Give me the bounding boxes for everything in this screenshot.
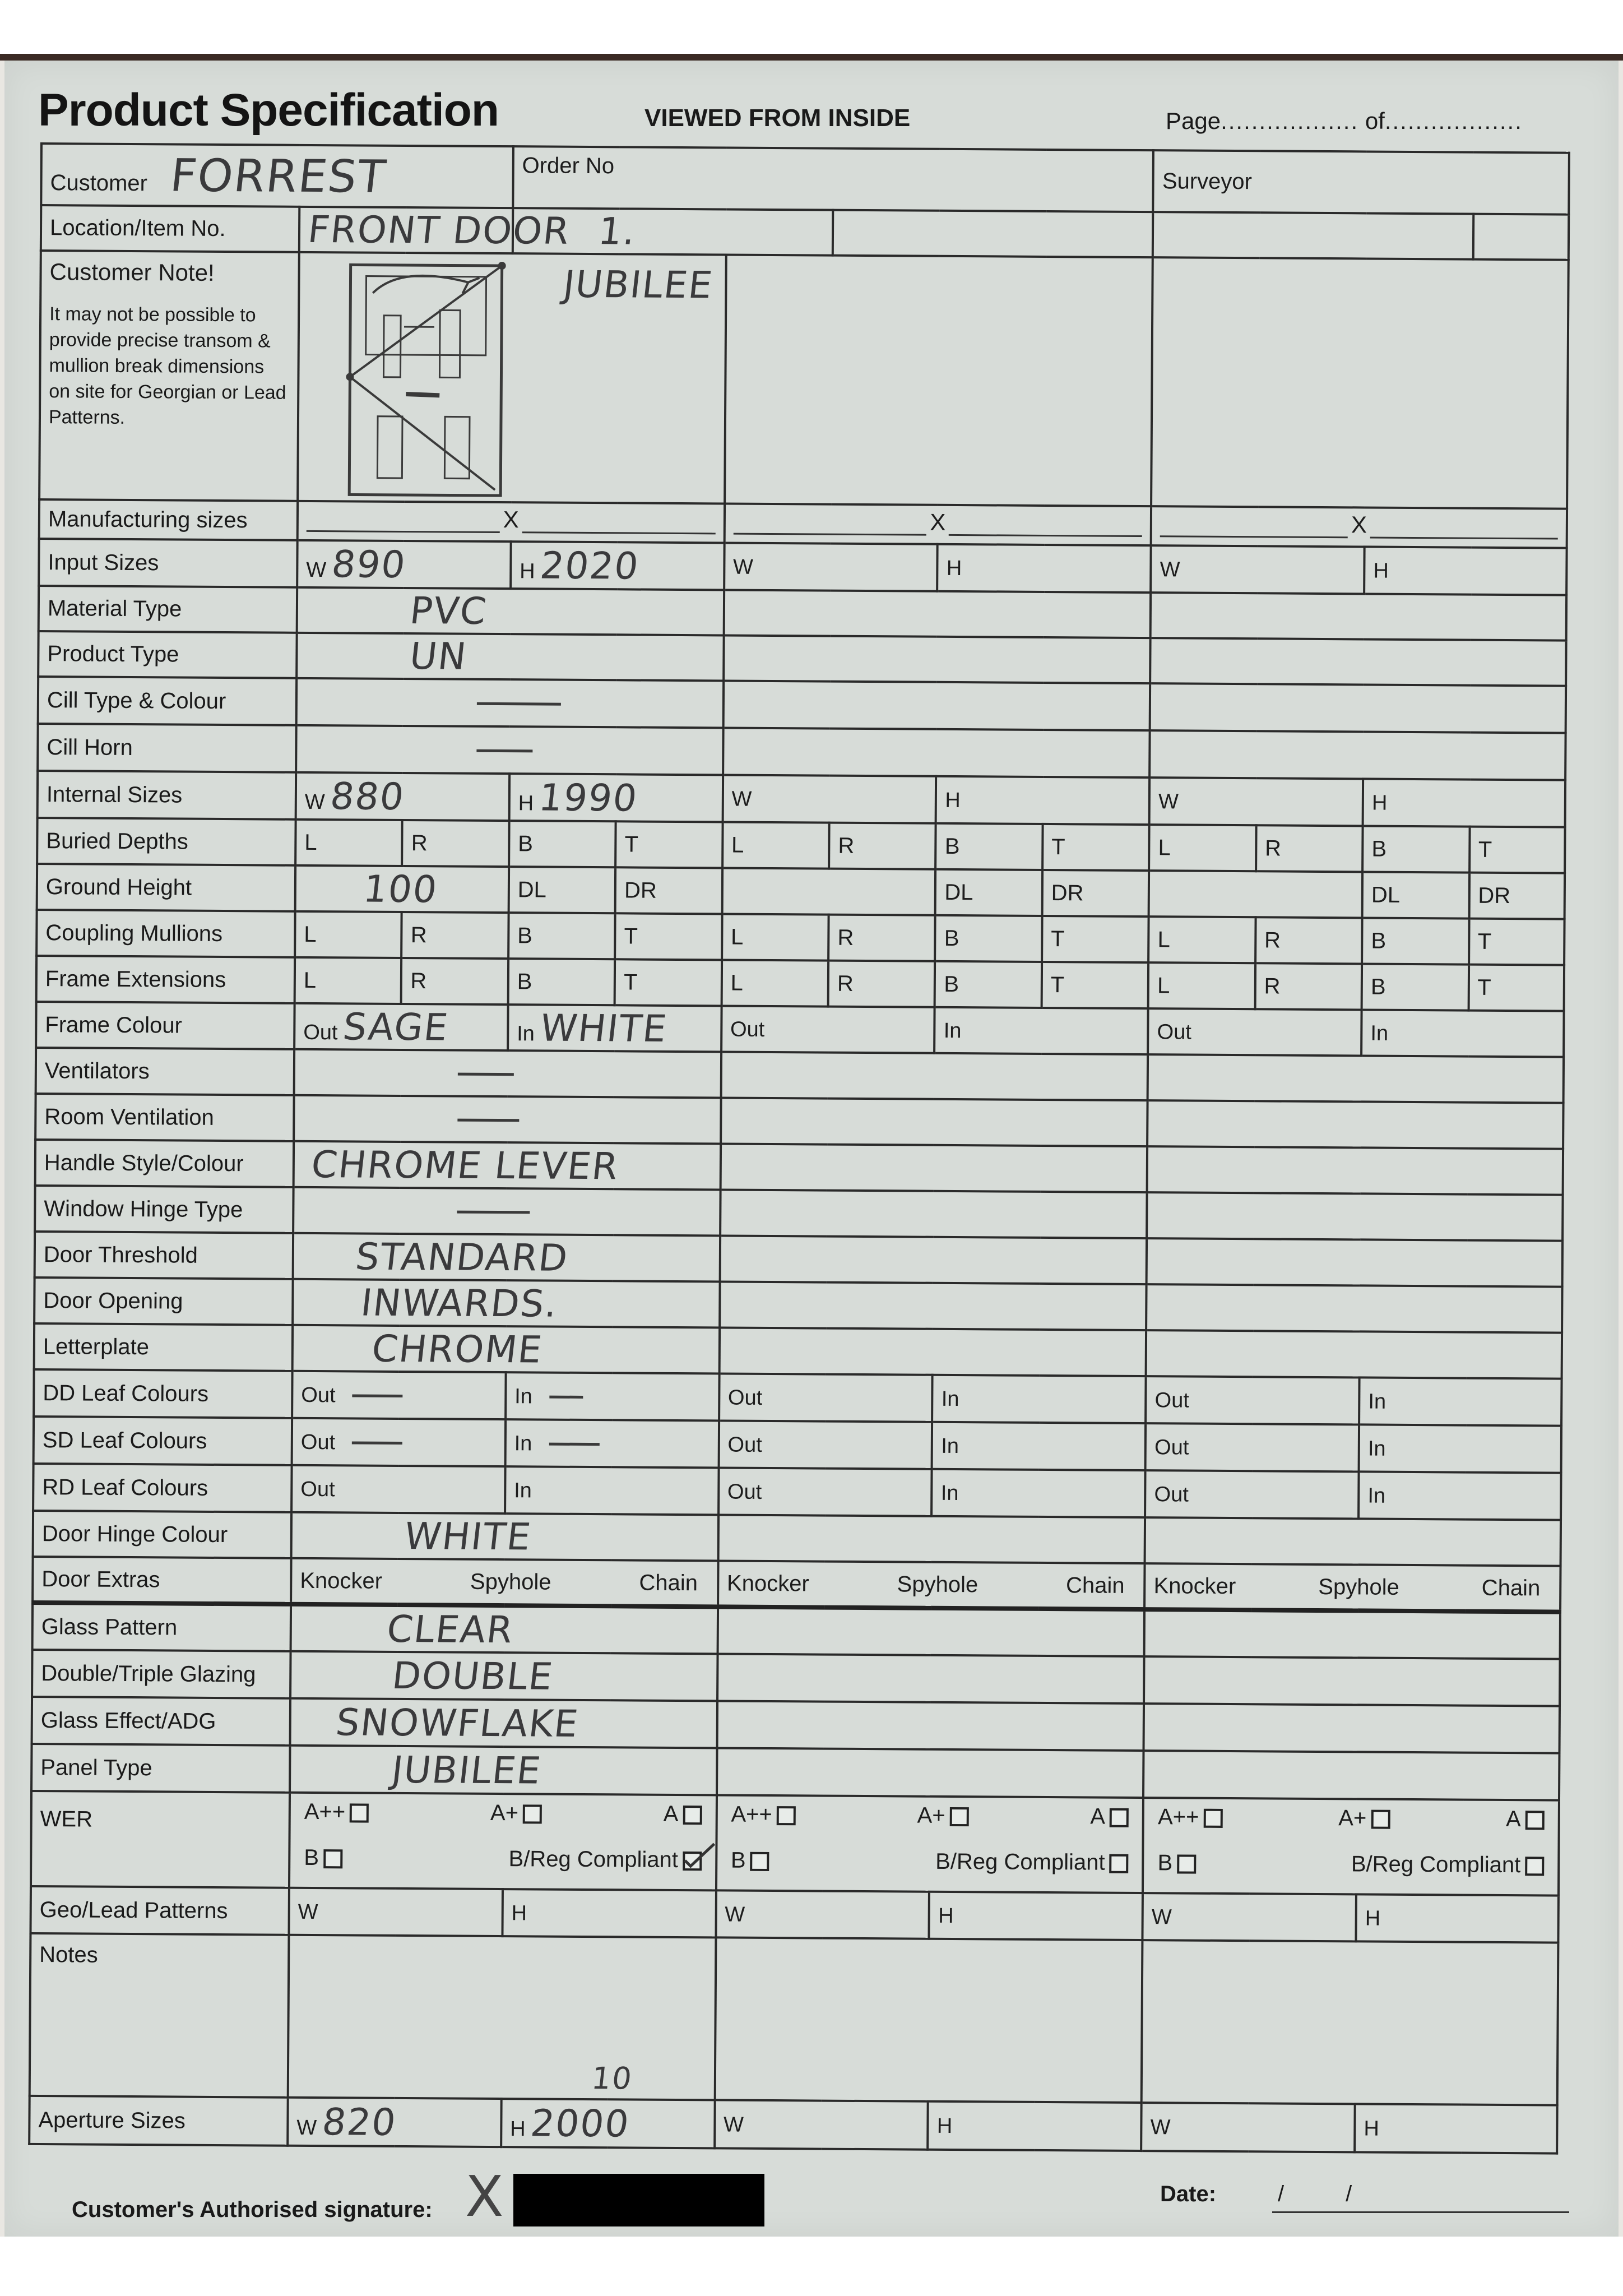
internal-h-2[interactable]: H — [936, 776, 1149, 825]
buried-l-2[interactable]: L — [722, 822, 829, 868]
material-label: Material Type — [39, 586, 297, 633]
customer-cell[interactable]: Customer FORREST — [41, 144, 513, 208]
wer-a-checkbox-1[interactable] — [683, 1806, 702, 1825]
wer-ap-checkbox-3[interactable] — [1371, 1810, 1390, 1829]
surveyor-cell[interactable]: Surveyor — [1153, 150, 1569, 215]
ground-dl-1[interactable]: DL — [508, 867, 615, 913]
aperture-row — [29, 2096, 1557, 2154]
frame-ext-t-1[interactable]: T — [615, 959, 722, 1006]
frame-ext-l-3[interactable]: L — [1148, 962, 1255, 1009]
customer-row — [41, 144, 1569, 215]
sd-out-1[interactable]: Out — [292, 1418, 506, 1466]
date-line — [1272, 2211, 1569, 2213]
coupling-l-1[interactable]: L — [295, 911, 402, 958]
panel-type-cell-2[interactable] — [717, 1748, 1144, 1798]
notes-row — [30, 1933, 1559, 2105]
input-h-1[interactable]: H2020 — [511, 541, 724, 590]
coupling-t-1[interactable]: T — [615, 913, 722, 960]
sd-out-3[interactable]: Out — [1146, 1423, 1359, 1471]
cill-type-cell-2[interactable] — [723, 681, 1150, 730]
aperture-label: Aperture Sizes — [29, 2096, 288, 2146]
cill-type-cell-3[interactable] — [1150, 683, 1566, 733]
manufacturing-label: Manufacturing sizes — [39, 499, 298, 540]
manufacturing-cell-1[interactable]: X — [298, 501, 725, 543]
buried-t-2[interactable]: T — [1042, 824, 1149, 871]
handle-cell-3[interactable] — [1147, 1146, 1563, 1195]
location-entry: FRONT DOOR — [305, 207, 573, 253]
geo-w-1[interactable]: W — [289, 1888, 502, 1936]
location-label: Location/Item No. — [41, 205, 299, 252]
cill-horn-cell-1[interactable] — [296, 725, 723, 775]
wer-cell-1: A++ A+ A B B/Reg Compliant — [289, 1793, 717, 1891]
input-w-3[interactable]: W — [1151, 545, 1364, 594]
ground-height-label: Ground Height — [37, 864, 295, 911]
sd-in-1[interactable]: In — [505, 1419, 718, 1468]
handle-label: Handle Style/Colour — [35, 1140, 294, 1187]
internal-h-1[interactable]: H1990 — [509, 774, 722, 822]
coupling-b-2[interactable]: B — [935, 915, 1042, 962]
rd-out-3[interactable]: Out — [1145, 1470, 1358, 1519]
aperture-note: 10 — [590, 2061, 635, 2096]
buried-r-2[interactable]: R — [829, 823, 936, 869]
window-hinge-cell-2[interactable] — [720, 1189, 1147, 1238]
frame-ext-label: Frame Extensions — [36, 956, 295, 1003]
buried-r-1[interactable]: R — [402, 820, 509, 867]
customer-note-title: Customer Note! — [49, 258, 215, 286]
frame-colour-label: Frame Colour — [36, 1002, 294, 1049]
room-vent-label: Room Ventilation — [35, 1094, 294, 1141]
frame-out-1[interactable]: OutSAGE — [294, 1003, 508, 1050]
frame-ext-r-3[interactable]: R — [1255, 963, 1362, 1010]
input-w-1[interactable]: W890 — [297, 540, 511, 589]
sd-out-2[interactable]: Out — [718, 1420, 932, 1469]
buried-t-3[interactable]: T — [1469, 827, 1565, 873]
date-field[interactable]: Date: / / — [1160, 2182, 1352, 2206]
frame-ext-b-1[interactable]: B — [508, 959, 615, 1005]
cill-horn-cell-2[interactable] — [723, 728, 1150, 777]
frame-out-2[interactable]: Out — [721, 1006, 935, 1053]
input-w-2[interactable]: W — [724, 543, 938, 591]
dd-out-2[interactable]: Out — [719, 1373, 933, 1422]
frame-ext-b-3[interactable]: B — [1362, 964, 1469, 1010]
note-row — [39, 251, 1569, 509]
frame-ext-r-2[interactable]: R — [828, 961, 935, 1007]
rd-in-3[interactable]: In — [1358, 1471, 1561, 1520]
glazing-cell-2[interactable] — [717, 1654, 1144, 1704]
geo-w-3[interactable]: W — [1143, 1893, 1356, 1941]
glazing-cell-3[interactable] — [1144, 1656, 1560, 1706]
internal-w-3[interactable]: W — [1149, 777, 1363, 826]
order-no-cell[interactable]: Order No — [513, 146, 1153, 212]
geo-h-1[interactable]: H — [502, 1889, 716, 1937]
wer-cell-2: A++ A+ A B B/Reg Compliant — [716, 1795, 1144, 1893]
glass-effect-cell-3[interactable] — [1144, 1704, 1560, 1753]
sketch-cell-2[interactable] — [725, 254, 1153, 506]
ground-height-2[interactable] — [722, 868, 935, 915]
ground-dr-1[interactable]: DR — [615, 867, 722, 914]
product-cell-3[interactable] — [1150, 638, 1566, 686]
manufacturing-cell-2[interactable]: X — [724, 503, 1151, 545]
wer-b-checkbox-2[interactable] — [750, 1852, 769, 1871]
dd-in-3[interactable]: In — [1359, 1377, 1561, 1425]
wer-row — [31, 1791, 1559, 1896]
opening-cell-2[interactable] — [720, 1281, 1147, 1330]
item-no-entry: 1. — [596, 210, 639, 253]
input-h-3[interactable]: H — [1364, 547, 1566, 595]
product-cell-1[interactable]: UN — [296, 633, 724, 681]
sketch-cell-3[interactable] — [1151, 257, 1568, 509]
frame-ext-l-1[interactable]: L — [295, 957, 402, 1004]
sketch-note: JUBILEE — [561, 262, 716, 307]
sd-leaf-label: SD Leaf Colours — [34, 1417, 293, 1465]
wer-a-checkbox-2[interactable] — [1110, 1808, 1129, 1827]
coupling-t-2[interactable]: T — [1042, 916, 1149, 962]
frame-ext-t-2[interactable]: T — [1041, 962, 1148, 1008]
ventilators-label: Ventilators — [36, 1048, 294, 1095]
buried-depths-label: Buried Depths — [37, 818, 295, 865]
threshold-cell-3[interactable] — [1147, 1238, 1562, 1287]
glazing-label: Double/Triple Glazing — [32, 1650, 291, 1698]
coupling-r-2[interactable]: R — [828, 915, 935, 961]
glass-effect-cell-2[interactable] — [717, 1701, 1144, 1751]
geo-lead-label: Geo/Lead Patterns — [30, 1886, 289, 1935]
notes-label: Notes — [30, 1933, 289, 2098]
glazing-cell-1[interactable]: DOUBLE — [290, 1651, 717, 1701]
ground-height-3[interactable] — [1149, 871, 1362, 918]
panel-type-cell-3[interactable] — [1143, 1751, 1559, 1800]
aperture-h-2[interactable]: H — [928, 2101, 1142, 2151]
buried-b-1[interactable]: B — [509, 821, 616, 867]
wer-breg-checkbox-2[interactable] — [1109, 1854, 1128, 1873]
spec-form — [28, 142, 1570, 2209]
window-hinge-cell-1[interactable] — [293, 1187, 720, 1236]
check-mark-icon — [683, 1841, 716, 1869]
geo-h-2[interactable]: H — [929, 1892, 1143, 1940]
glass-pattern-cell-1[interactable]: CLEAR — [291, 1604, 718, 1654]
wer-a-checkbox-3[interactable] — [1525, 1811, 1545, 1830]
viewed-from-inside: VIEWED FROM INSIDE — [644, 104, 911, 132]
glass-pattern-label: Glass Pattern — [33, 1603, 291, 1651]
background-strip-top — [0, 0, 1623, 61]
location-cell-4[interactable] — [1153, 212, 1473, 259]
ventilators-cell-1[interactable] — [294, 1049, 721, 1098]
room-vent-cell-3[interactable] — [1147, 1100, 1563, 1149]
letterplate-cell-3[interactable] — [1146, 1330, 1562, 1379]
ventilators-cell-3[interactable] — [1148, 1054, 1564, 1103]
glass-pattern-cell-2[interactable] — [717, 1607, 1144, 1656]
door-extras-cell-3[interactable]: Knocker Spyhole Chain — [1144, 1563, 1560, 1612]
panel-type-cell-1[interactable]: JUBILEE — [290, 1746, 717, 1795]
buried-b-3[interactable]: B — [1362, 826, 1469, 872]
door-hinge-cell-3[interactable] — [1145, 1517, 1561, 1566]
handle-cell-1[interactable]: CHROME LEVER — [294, 1141, 721, 1190]
opening-cell-3[interactable] — [1146, 1284, 1562, 1333]
door-hinge-cell-2[interactable] — [718, 1515, 1145, 1563]
material-cell-3[interactable] — [1151, 592, 1566, 641]
letterplate-label: Letterplate — [34, 1323, 293, 1371]
notes-cell-3[interactable] — [1142, 1940, 1558, 2105]
opening-label: Door Opening — [34, 1277, 293, 1325]
customer-note-cell — [39, 251, 299, 501]
input-sizes-label: Input Sizes — [39, 539, 298, 587]
aperture-w-3[interactable]: W — [1141, 2103, 1355, 2152]
door-extras-cell-2[interactable]: Knocker Spyhole Chain — [718, 1561, 1145, 1609]
notes-cell-1[interactable] — [288, 1935, 716, 2100]
window-hinge-label: Window Hinge Type — [35, 1186, 293, 1233]
room-vent-cell-2[interactable] — [721, 1098, 1148, 1146]
background-strip-bottom — [0, 2237, 1623, 2296]
dd-leaf-label: DD Leaf Colours — [34, 1369, 293, 1418]
customer-entry: FORREST — [167, 149, 389, 203]
input-h-2[interactable]: H — [938, 544, 1151, 592]
rd-leaf-label: RD Leaf Colours — [33, 1464, 292, 1512]
cill-horn-label: Cill Horn — [38, 724, 296, 772]
aperture-w-2[interactable]: W — [715, 2100, 928, 2149]
sd-in-3[interactable]: In — [1359, 1424, 1561, 1473]
redacted-signature — [513, 2174, 764, 2226]
wer-ap-checkbox-1[interactable] — [523, 1805, 542, 1824]
glass-effect-label: Glass Effect/ADG — [32, 1697, 291, 1746]
dd-in-2[interactable]: In — [933, 1375, 1146, 1423]
letterplate-cell-2[interactable] — [719, 1327, 1146, 1376]
door-extras-label: Door Extras — [33, 1557, 291, 1604]
form-title: Product Specification — [38, 85, 499, 136]
manufacturing-cell-3[interactable]: X — [1151, 506, 1567, 548]
frame-in-2[interactable]: In — [935, 1007, 1148, 1054]
coupling-t-3[interactable]: T — [1469, 919, 1565, 965]
frame-ext-r-1[interactable]: R — [401, 958, 508, 1004]
buried-b-2[interactable]: B — [936, 823, 1043, 870]
window-hinge-cell-3[interactable] — [1147, 1192, 1562, 1241]
coupling-label: Coupling Mullions — [36, 910, 295, 957]
door-hinge-cell-1[interactable]: WHITE — [291, 1512, 718, 1561]
signature-label: Customer's Authorised signature: — [72, 2197, 433, 2222]
dd-out-3[interactable]: Out — [1146, 1376, 1359, 1424]
frame-ext-t-3[interactable]: T — [1468, 965, 1564, 1011]
geo-w-2[interactable]: W — [716, 1890, 929, 1938]
ground-dl-3[interactable]: DL — [1362, 872, 1469, 918]
frame-in-1[interactable]: InWHITE — [508, 1004, 721, 1052]
dd-in-1[interactable]: In — [506, 1372, 719, 1420]
coupling-r-3[interactable]: R — [1255, 917, 1362, 964]
internal-w-1[interactable]: W880 — [296, 772, 509, 821]
wer-breg-checkbox-3[interactable] — [1525, 1857, 1544, 1876]
dd-out-1[interactable]: Out — [292, 1371, 506, 1419]
location-cell-1[interactable] — [299, 207, 639, 253]
door-extras-cell-1[interactable]: Knocker Spyhole Chain — [291, 1558, 718, 1607]
cill-type-cell-1[interactable] — [296, 678, 724, 728]
handle-cell-2[interactable] — [720, 1144, 1147, 1192]
product-cell-2[interactable] — [724, 635, 1151, 683]
panel-type-label: Panel Type — [31, 1744, 290, 1793]
ventilators-cell-2[interactable] — [721, 1052, 1148, 1100]
internal-sizes-label: Internal Sizes — [38, 771, 296, 820]
wer-b-checkbox-1[interactable] — [323, 1850, 342, 1869]
frame-in-3[interactable]: In — [1361, 1010, 1564, 1057]
wer-app-checkbox-1[interactable] — [350, 1804, 369, 1823]
cill-horn-cell-3[interactable] — [1149, 730, 1565, 780]
threshold-cell-1[interactable]: STANDARD — [293, 1233, 720, 1282]
geo-h-3[interactable]: H — [1356, 1894, 1559, 1942]
coupling-l-2[interactable]: L — [722, 914, 829, 960]
threshold-cell-2[interactable] — [720, 1235, 1147, 1284]
rd-in-1[interactable]: In — [505, 1466, 718, 1515]
cill-type-label: Cill Type & Colour — [38, 677, 297, 725]
sd-in-2[interactable]: In — [932, 1422, 1146, 1470]
material-cell-2[interactable] — [724, 590, 1151, 638]
wer-breg-checkbox-1[interactable] — [683, 1851, 702, 1871]
aperture-h-3[interactable]: H — [1355, 2104, 1557, 2153]
ground-dr-2[interactable]: DR — [1042, 870, 1149, 916]
customer-note-text: It may not be possible to provide precise transom & mullion break dimensions on site for Georgian or Lead Patterns. — [48, 303, 286, 428]
rd-out-2[interactable]: Out — [718, 1468, 932, 1516]
wer-ap-checkbox-2[interactable] — [950, 1807, 969, 1826]
buried-l-1[interactable]: L — [295, 820, 402, 866]
door-hinge-label: Door Hinge Colour — [33, 1511, 291, 1558]
page-of: Page.................. of.................. — [1166, 108, 1523, 134]
notes-cell-2[interactable] — [715, 1937, 1142, 2103]
signature-mark: X — [465, 2164, 504, 2229]
coupling-b-3[interactable]: B — [1362, 918, 1469, 964]
spec-table — [28, 142, 1570, 2155]
coupling-l-3[interactable]: L — [1148, 916, 1255, 963]
room-vent-cell-1[interactable] — [294, 1095, 721, 1144]
threshold-label: Door Threshold — [35, 1232, 293, 1279]
buried-l-3[interactable]: L — [1149, 825, 1256, 871]
frame-ext-b-2[interactable]: B — [935, 961, 1042, 1008]
rd-in-2[interactable]: In — [932, 1469, 1146, 1517]
internal-w-2[interactable]: W — [722, 775, 936, 823]
table-edge — [0, 54, 1623, 61]
wer-b-checkbox-3[interactable] — [1177, 1855, 1196, 1874]
wer-app-checkbox-3[interactable] — [1203, 1809, 1222, 1828]
aperture-h-1[interactable]: H2000 — [501, 2099, 715, 2148]
wer-cell-3: A++ A+ A B B/Reg Compliant — [1143, 1798, 1559, 1896]
coupling-b-1[interactable]: B — [508, 913, 615, 959]
material-cell-1[interactable]: PVC — [297, 587, 724, 636]
internal-h-3[interactable]: H — [1363, 779, 1565, 827]
buried-t-1[interactable]: T — [615, 821, 722, 868]
ground-height-1[interactable]: 100 — [295, 865, 509, 913]
buried-r-3[interactable]: R — [1256, 825, 1363, 872]
wer-app-checkbox-2[interactable] — [777, 1807, 796, 1826]
glass-effect-cell-1[interactable]: SNOWFLAKE — [290, 1698, 717, 1748]
ground-dr-3[interactable]: DR — [1469, 873, 1565, 919]
aperture-w-1[interactable]: W820 — [287, 2098, 501, 2147]
product-label: Product Type — [38, 631, 296, 678]
sketch-cell-1[interactable] — [298, 252, 726, 504]
opening-cell-1[interactable]: INWARDS. — [293, 1279, 720, 1328]
letterplate-cell-1[interactable]: CHROME — [293, 1325, 720, 1374]
location-cell-3[interactable] — [833, 210, 1153, 257]
wer-label: WER — [31, 1791, 290, 1888]
glass-pattern-cell-3[interactable] — [1144, 1609, 1560, 1659]
location-cell-5[interactable] — [1473, 214, 1569, 260]
coupling-r-1[interactable]: R — [402, 912, 509, 959]
frame-out-3[interactable]: Out — [1148, 1008, 1361, 1056]
ground-dl-2[interactable]: DL — [935, 869, 1042, 916]
frame-ext-l-2[interactable]: L — [721, 960, 828, 1006]
rd-out-1[interactable]: Out — [291, 1465, 505, 1513]
